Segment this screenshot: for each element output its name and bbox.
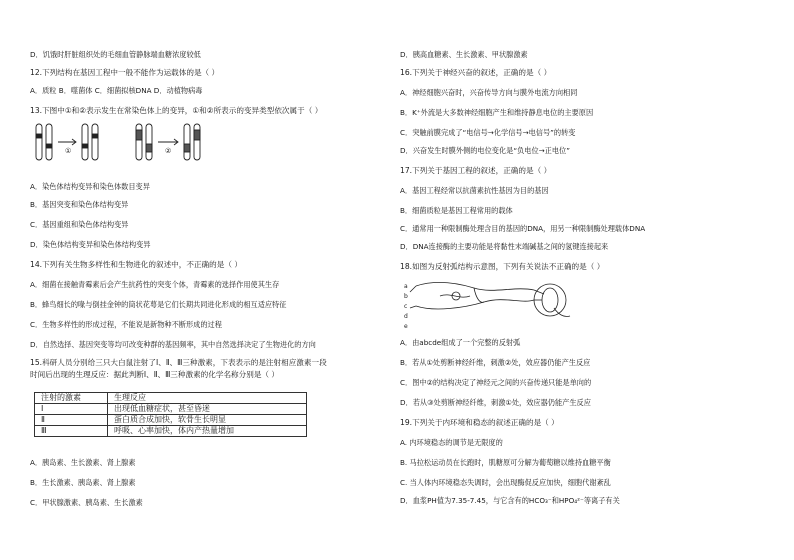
q12-stem: 12.下列结构在基因工程中一般不能作为运载体的是（ ） <box>30 68 220 77</box>
q16-option-d: D．兴奋发生时膜外侧的电位变化是“负电位→正电位” <box>400 146 570 155</box>
q16-option-c: C．突触前膜完成了“电信号→化学信号→电信号”的转变 <box>400 128 576 137</box>
q13-option-c: C．基因重组和染色体结构变异 <box>30 220 129 229</box>
table-cell-response: 呼吸、心率加快，体内产热量增加 <box>108 426 307 437</box>
q12-options: A．质粒 B．噬菌体 C．细菌拟核DNA D．动植物病毒 <box>30 86 203 95</box>
q13-option-a: A．染色体结构变异和染色体数目变异 <box>30 182 150 191</box>
chromosome-variation-figure <box>32 120 242 174</box>
figure-label-a: a <box>404 283 408 290</box>
table-cell-hormone: Ⅱ <box>35 415 108 426</box>
q15-option-d: D．胰高血糖素、生长激素、甲状腺激素 <box>400 50 528 59</box>
figure-label-e: e <box>404 323 408 330</box>
figure-label-1: ① <box>65 147 72 155</box>
q14-option-a: A．细菌在接触青霉素后会产生抗药性的突变个体，青霉素的选择作用使其生存 <box>30 280 280 289</box>
table-row <box>35 426 307 437</box>
table-cell-hormone: Ⅰ <box>35 404 108 415</box>
q15-option-c: C．甲状腺激素、胰岛素、生长激素 <box>30 498 143 507</box>
table-cell-hormone: Ⅲ <box>35 426 108 437</box>
q17-option-a: A．基因工程经常以抗菌素抗性基因为目的基因 <box>400 186 549 195</box>
q11-option-d: D．饥饿时肝脏组织处的毛细血管静脉端血糖浓度较低 <box>30 50 201 59</box>
figure-label-2: ② <box>165 147 172 155</box>
hormone-response-table <box>34 392 307 437</box>
table-row <box>35 404 307 415</box>
q18-option-c: C．图中②的结构决定了神经元之间的兴奋传递只能是单向的 <box>400 378 592 387</box>
q14-option-c: C．生物多样性的形成过程，不能说是新物种不断形成的过程 <box>30 320 222 329</box>
q18-stem: 18.如图为反射弧结构示意图，下列有关说法不正确的是（ ） <box>400 262 605 271</box>
table-row <box>35 415 307 426</box>
q18-option-b: B．若从①处剪断神经纤维，刺激②处，效应器仍能产生反应 <box>400 358 591 367</box>
q14-option-b: B．蜂鸟细长的喙与倒挂金钟的筒状花萼是它们长期共同进化形成的相互适应特征 <box>30 300 287 309</box>
q15-stem-line1: 15.科研人员分别给三只大白鼠注射了Ⅰ、Ⅱ、Ⅲ三种激素，下表表示的是注射相应激素一段 <box>30 358 327 367</box>
q19-option-b: B. 马拉松运动员在长跑时，肌糖原可分解为葡萄糖以维持血糖平衡 <box>400 458 611 467</box>
q15-option-b: B．生长激素、胰岛素、肾上腺素 <box>30 478 136 487</box>
q19-stem: 19.下列关于内环境和稳态的叙述正确的是（ ） <box>400 418 559 427</box>
figure-label-b: b <box>404 293 408 300</box>
q13-option-d: D．染色体结构变异和染色体结构变异 <box>30 240 151 249</box>
table-cell-response: 蛋白质合成加快，软骨生长明显 <box>108 415 307 426</box>
q17-option-c: C．通常用一种限制酶处理含目的基因的DNA，用另一种限制酶处理载体DNA <box>400 224 646 233</box>
table-header-hormone: 注射的激素 <box>35 393 108 404</box>
q16-option-b: B．K⁺外流是大多数神经细胞产生和维持静息电位的主要原因 <box>400 108 594 117</box>
table-cell-response: 出现低血糖症状，甚至昏迷 <box>108 404 307 415</box>
q17-option-b: B．细菌质粒是基因工程常用的载体 <box>400 206 513 215</box>
figure-label-d: d <box>404 313 408 320</box>
q14-stem: 14.下列有关生物多样性和生物进化的叙述中，不正确的是（ ） <box>30 260 242 269</box>
q15-option-a: A．胰岛素、生长激素、肾上腺素 <box>30 458 136 467</box>
reflex-arc-figure <box>404 278 580 330</box>
q18-option-d: D．若从③处剪断神经纤维，刺激①处，效应器仍能产生反应 <box>400 398 591 407</box>
q14-option-d: D．自然选择、基因突变等均可改变种群的基因频率，其中自然选择决定了生物进化的方向 <box>30 340 316 349</box>
q17-option-d: D．DNA连接酶的主要功能是将黏性末端碱基之间的氢键连接起来 <box>400 242 609 251</box>
q15-stem-line2: 时间后出现的生理反应：据此判断Ⅰ、Ⅱ、Ⅲ三种激素的化学名称分别是（ ） <box>30 370 280 379</box>
q19-option-c: C. 当人体内环境稳态失调时，会出现酶促反应加快，细胞代谢紊乱 <box>400 478 611 487</box>
q16-stem: 16.下列关于神经兴奋的叙述，正确的是（ ） <box>400 68 552 77</box>
figure-label-c: c <box>404 303 408 310</box>
q17-stem: 17.下列关于基因工程的叙述，正确的是（ ） <box>400 166 552 175</box>
table-header-response: 生理反应 <box>108 393 307 404</box>
q13-stem: 13.下图中①和②表示发生在常染色体上的变异，①和②所表示的变异类型依次属于（ ） <box>30 106 323 115</box>
q16-option-a: A．神经细胞兴奋时，兴奋传导方向与膜外电流方向相同 <box>400 88 578 97</box>
q13-option-b: B．基因突变和染色体结构变异 <box>30 200 129 209</box>
q19-option-a: A. 内环境稳态的调节是无限度的 <box>400 438 503 447</box>
table-header-row <box>35 393 307 404</box>
q19-option-d: D．血浆PH值为7.35-7.45，与它含有的HCO₃⁻和HPO₄²⁻等离子有关 <box>400 496 620 505</box>
q18-option-a: A．由abcde组成了一个完整的反射弧 <box>400 338 521 347</box>
